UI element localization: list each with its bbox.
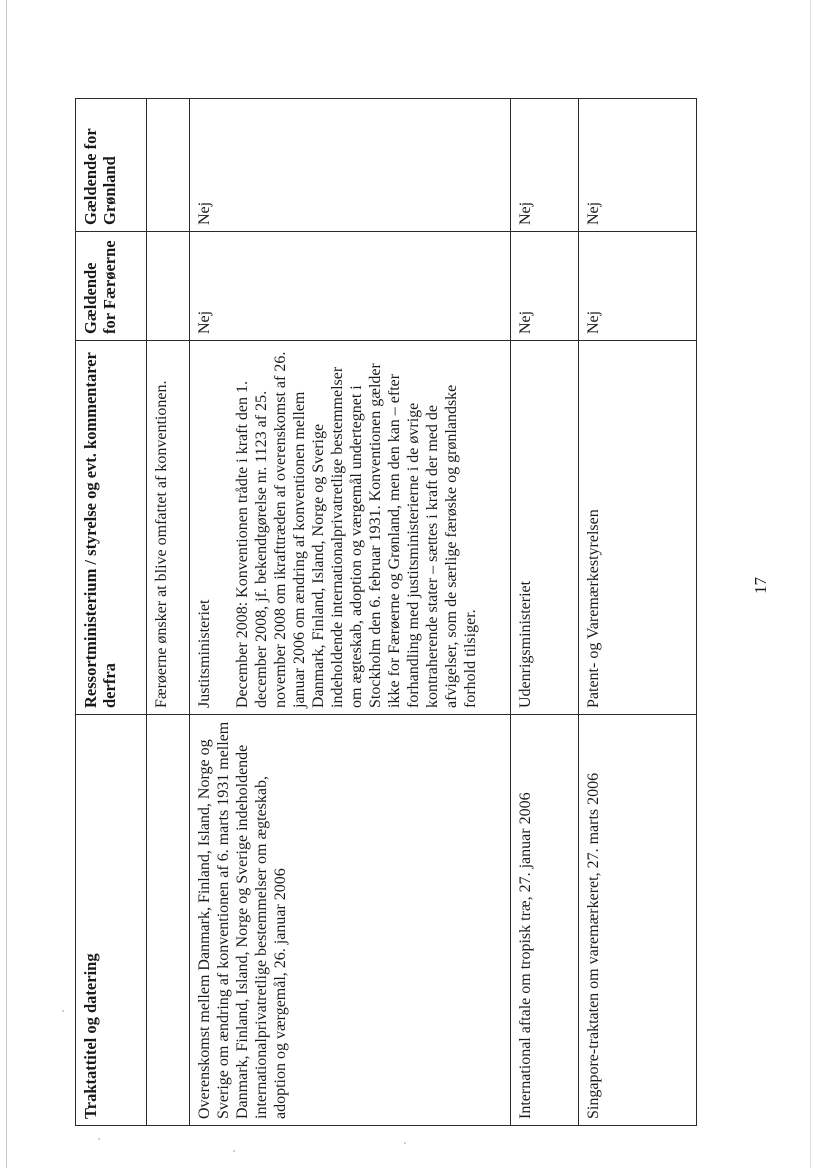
cell-faroe: Nej xyxy=(190,232,511,341)
spacer xyxy=(214,347,233,708)
header-greenland: Gældende for Grønland xyxy=(76,99,147,232)
ministry-name: Justitsministeriet xyxy=(196,599,213,708)
cell-greenland: Nej xyxy=(190,99,511,232)
cell-ministry: Udenrigsministeriet xyxy=(511,341,579,715)
page-number: 17 xyxy=(751,577,770,594)
header-title: Traktattitel og datering xyxy=(76,715,147,1126)
scan-speck xyxy=(62,1010,64,1012)
table-row xyxy=(511,99,579,1126)
rotated-table-container xyxy=(75,99,696,1126)
cell-title: Singapore-traktaten om varemærkeret, 27. marts 2006 xyxy=(579,715,697,1126)
table-row xyxy=(147,99,190,1126)
scan-speck xyxy=(98,1138,100,1140)
scan-edge xyxy=(6,0,7,1168)
header-faroe: Gældende for Færøerne xyxy=(76,232,147,341)
table-row xyxy=(190,99,511,1126)
cell-ministry: Patent- og Varemærkestyrelsen xyxy=(579,341,697,715)
scan-speck xyxy=(233,1150,235,1152)
cell-faroe: Nej xyxy=(579,232,697,341)
scan-speck xyxy=(404,1142,406,1144)
treaty-table xyxy=(75,98,697,1126)
cell-title: Overenskomst mellem Danmark, Finland, Island, Norge og Sverige om ændring af konventionen af 6. marts 1931 mellem Danmark, Finland, Island, Norge og Sverige indeholdende internationalprivatretlige bestemmelser om ægteskab, adoption og værgemål, 26. januar 2006 xyxy=(190,715,511,1126)
cell-greenland: Nej xyxy=(579,99,697,232)
scan-edge xyxy=(810,0,811,1168)
cell-faroe: Nej xyxy=(511,232,579,341)
header-ministry: Ressortministerium / styrelse og evt. kommentarer derfra xyxy=(76,341,147,715)
table-header-row xyxy=(76,99,147,1126)
cell-ministry xyxy=(190,341,511,715)
ministry-comment: December 2008: Konventionen trådte i kraft den 1. december 2008, jf. bekendtgørelse nr. 1123 af 25. november 2008 om ikrafttræden af overenskomst af 26. januar 2006 om ændring af konventionen mellem Danmark, Finland, Island, Norge og Sverige indeholdende internationalprivatretlige bestemmelser om ægteskab, adoption og værgemål undertegnet i Stockholm den 6. februar 1931. Konventionen gælder ikke for Færøerne og Grønland, men den kan – efter forhandling med justitsministerierne i de øvrige kontraherende stater – sættes i kraft der med de afvigelser, som de særlige færøske og grønlandske forhold tilsiger. xyxy=(234,351,479,708)
cell-title: International aftale om tropisk træ, 27. januar 2006 xyxy=(511,715,579,1126)
cell-ministry: Færøerne ønsker at blive omfattet af konventionen. xyxy=(147,341,190,715)
cell-title xyxy=(147,715,190,1126)
table-row xyxy=(579,99,697,1126)
cell-faroe xyxy=(147,232,190,341)
cell-greenland: Nej xyxy=(511,99,579,232)
cell-greenland xyxy=(147,99,190,232)
